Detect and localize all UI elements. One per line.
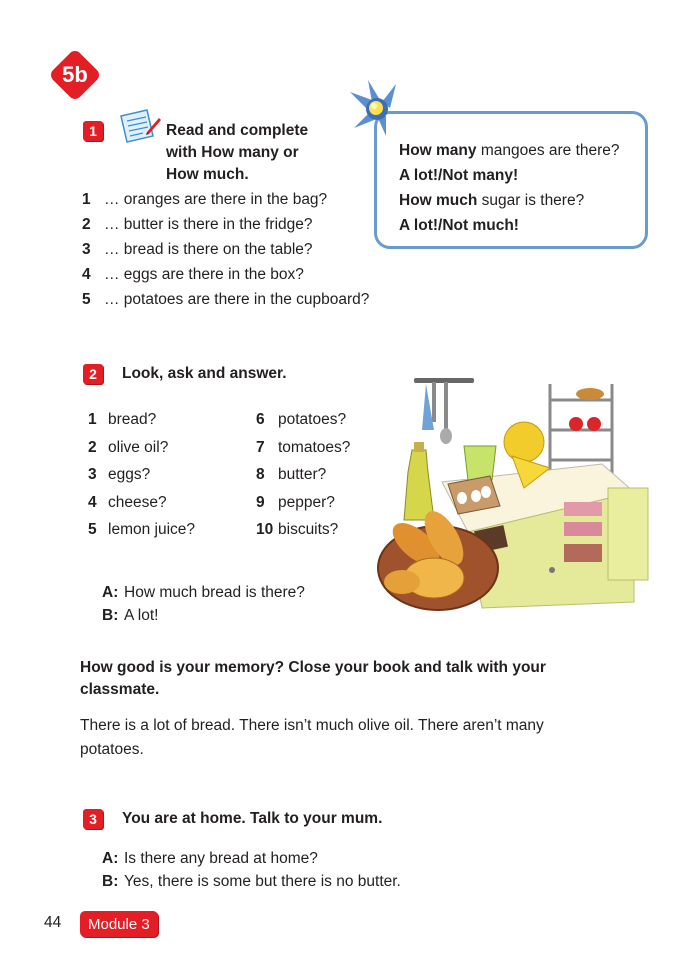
item-text: potatoes?	[278, 411, 347, 428]
grammar-keyword: How much	[399, 192, 478, 209]
grammar-line-1	[399, 138, 645, 163]
item-number: 1	[82, 191, 91, 208]
exercise-3-dialog	[102, 847, 401, 893]
page-number: 44	[44, 914, 62, 931]
dialog-text: A lot!	[124, 607, 159, 624]
list-item	[256, 434, 350, 462]
item-number: 6	[256, 411, 265, 428]
dialog-line	[102, 870, 401, 893]
speaker-label: B:	[102, 873, 119, 890]
exercise-1-number: 1	[83, 121, 103, 141]
speaker-label: B:	[102, 607, 119, 624]
speaker-label: A:	[102, 584, 119, 601]
memory-example: There is a lot of bread. There isn’t much olive oil. There aren’t many potatoes.	[80, 717, 544, 758]
item-number: 8	[256, 466, 265, 484]
exercise-1-instruction	[166, 120, 308, 186]
item-number: 1	[88, 411, 97, 428]
list-item	[82, 187, 369, 212]
worksheet-icon	[117, 108, 161, 144]
grammar-line-2: A lot!/Not many!	[399, 167, 519, 184]
list-item	[82, 212, 369, 237]
dialog-line	[102, 604, 305, 627]
exercise-2-number: 2	[83, 364, 103, 384]
item-text: bread?	[108, 411, 157, 428]
item-number: 9	[256, 493, 265, 511]
exercise-2-right-column	[256, 406, 350, 544]
list-item	[88, 516, 195, 544]
dialog-text: Is there any bread at home?	[124, 850, 318, 867]
item-number: 4	[88, 493, 97, 511]
list-item	[88, 461, 195, 489]
list-item	[82, 262, 369, 287]
list-item	[256, 406, 350, 434]
item-number: 2	[82, 216, 91, 233]
item-text: … butter is there in the fridge?	[104, 216, 313, 233]
item-text: pepper?	[278, 493, 335, 511]
exercise-2-instruction: Look, ask and answer.	[122, 365, 287, 382]
item-number: 4	[82, 266, 91, 283]
list-item	[88, 489, 195, 517]
item-text: biscuits?	[278, 521, 339, 539]
grammar-line-3	[399, 188, 645, 213]
list-item	[256, 516, 350, 544]
item-number: 10	[256, 521, 274, 539]
list-item	[256, 489, 350, 517]
item-text: … potatoes are there in the cupboard?	[104, 291, 370, 308]
exercise-2-left-column	[88, 406, 195, 544]
grammar-text: mangoes are there?	[476, 142, 620, 159]
dialog-line	[102, 847, 401, 870]
instruction-line: How much.	[166, 166, 249, 183]
item-text: lemon juice?	[108, 521, 196, 539]
spotlight-icon	[346, 78, 408, 140]
item-text: butter?	[278, 466, 327, 484]
dialog-line	[102, 581, 305, 604]
item-text: … eggs are there in the box?	[104, 266, 304, 283]
list-item	[88, 406, 195, 434]
lesson-badge-label: 5b	[62, 62, 88, 87]
item-text: olive oil?	[108, 438, 169, 456]
instruction-line: with How many or	[166, 144, 299, 161]
item-text: … bread is there on the table?	[104, 241, 313, 258]
exercise-3-number: 3	[83, 809, 103, 829]
item-text: … oranges are there in the bag?	[104, 191, 328, 208]
exercise-2-dialog	[102, 581, 305, 627]
item-number: 2	[88, 438, 97, 456]
instruction-line: Read and complete	[166, 122, 309, 139]
kitchen-illustration	[372, 372, 654, 624]
exercise-1-list	[82, 187, 369, 312]
memory-question: How good is your memory? Close your book and talk with your classmate.	[80, 659, 546, 698]
item-text: cheese?	[108, 493, 167, 511]
list-item	[82, 287, 369, 312]
item-text: eggs?	[108, 466, 151, 484]
dialog-text: How much bread is there?	[124, 584, 305, 601]
list-item	[82, 237, 369, 262]
list-item	[88, 434, 195, 462]
lesson-badge	[46, 46, 104, 104]
grammar-line-4: A lot!/Not much!	[399, 217, 519, 234]
module-label: Module 3	[80, 911, 158, 937]
item-number: 7	[256, 438, 265, 456]
item-number: 5	[82, 291, 91, 308]
item-number: 3	[82, 241, 91, 258]
dialog-text: Yes, there is some but there is no butter.	[124, 873, 401, 890]
exercise-3-instruction: You are at home. Talk to your mum.	[122, 810, 383, 827]
item-text: tomatoes?	[278, 438, 351, 456]
grammar-box	[374, 111, 648, 249]
grammar-keyword: How many	[399, 142, 477, 159]
list-item	[256, 461, 350, 489]
grammar-text: sugar is there?	[477, 192, 585, 209]
item-number: 5	[88, 521, 97, 539]
item-number: 3	[88, 466, 97, 484]
speaker-label: A:	[102, 850, 119, 867]
